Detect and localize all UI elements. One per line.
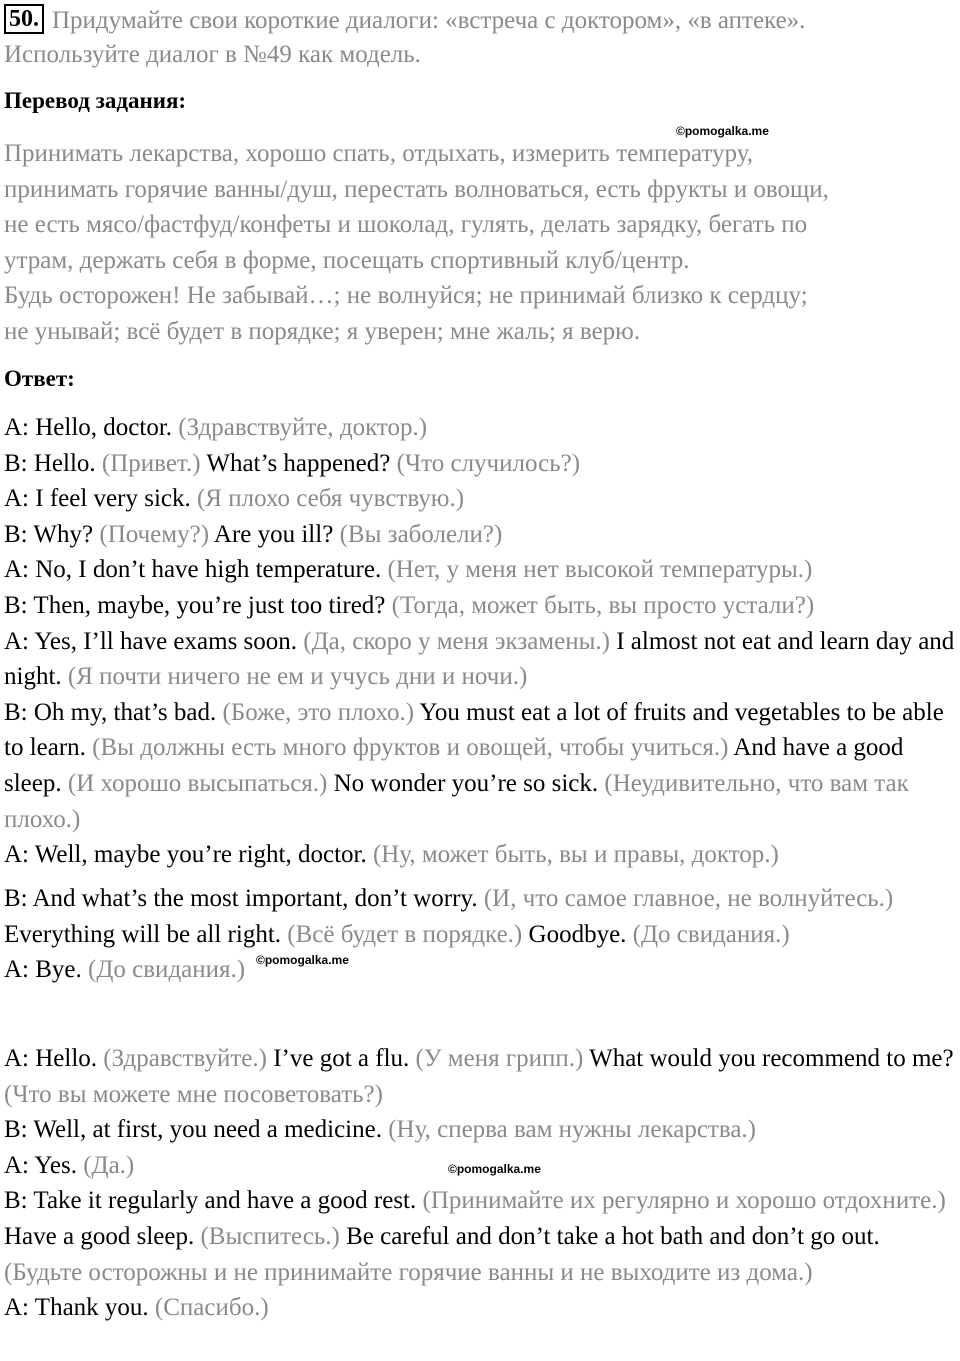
translation-line: Будь осторожен! Не забывай…; не волнуйся; не принимай близко к сердцу;	[4, 282, 808, 309]
russian-translation: (Что случилось?)	[396, 449, 581, 477]
dialog-line	[4, 1290, 960, 1326]
russian-translation: (Принимайте их регулярно и хорошо отдохните.)	[422, 1187, 946, 1215]
dialog-line	[4, 1183, 960, 1290]
english-phrase: Are you ill?	[213, 520, 340, 548]
dialog-line	[4, 1112, 960, 1148]
russian-translation: (Тогда, может быть, вы просто устали?)	[391, 591, 815, 619]
russian-translation: (Что вы можете мне посоветовать?)	[4, 1080, 383, 1108]
english-phrase: Have a good sleep.	[4, 1222, 201, 1250]
dialog-line	[4, 624, 960, 695]
english-phrase: B: And what’s the most important, don’t worry.	[4, 885, 484, 912]
translation-text	[4, 136, 954, 349]
english-phrase: Be careful and don’t take a hot bath and don’t go out.	[346, 1222, 880, 1250]
english-phrase: B: Take it regularly and have a good rest.	[4, 1187, 423, 1215]
russian-translation: (Здравствуйте.)	[103, 1045, 274, 1072]
english-phrase: What’s happened?	[206, 449, 397, 477]
translation-heading: Перевод задания:	[4, 88, 187, 113]
russian-translation: (Ну, сперва вам нужны лекарства.)	[388, 1116, 756, 1144]
russian-translation: (И, что самое главное, не волнуйтесь.)	[483, 885, 894, 912]
russian-translation: (Ну, может быть, вы и правы, доктор.)	[372, 841, 779, 869]
translation-line: не есть мясо/фастфуд/конфеты и шоколад, гулять, делать зарядку, бегать по	[4, 211, 808, 238]
translation-line: Принимать лекарства, хорошо спать, отдыхать, измерить температуру,	[4, 140, 753, 167]
russian-translation: (Почему?)	[99, 520, 214, 548]
english-phrase: A: Yes, I’ll have exams soon.	[4, 627, 304, 655]
translation-line: принимать горячие ванны/душ, перестать волноваться, есть фрукты и овощи,	[4, 175, 829, 203]
dialog-line	[4, 881, 960, 952]
english-phrase: A: Thank you.	[4, 1294, 155, 1322]
task-number: 50.	[4, 4, 44, 34]
dialog-line	[4, 837, 960, 873]
dialog-line	[4, 695, 960, 837]
answer-heading: Ответ:	[4, 366, 75, 391]
english-phrase: You must eat a lot of fruits and vegetables to be able to learn.	[4, 698, 944, 762]
russian-translation: (Вы должны есть много фруктов и овощей, чтобы учиться.)	[92, 734, 734, 762]
russian-translation: (Всё будет в порядке.)	[287, 920, 529, 948]
dialog-pharmacy	[4, 1041, 960, 1326]
english-phrase: A: Hello, doctor.	[4, 414, 179, 441]
watermark: ©pomogalka.me	[676, 124, 769, 138]
dialog-line	[4, 481, 960, 517]
russian-translation: (И хорошо высыпаться.)	[67, 769, 334, 797]
english-phrase: B: Why?	[4, 520, 100, 548]
english-phrase: I almost not eat and learn day and night.	[4, 627, 955, 691]
english-phrase: A: Hello.	[4, 1045, 104, 1072]
russian-translation: (Здравствуйте, доктор.)	[178, 414, 428, 441]
english-phrase: No wonder you’re so sick.	[333, 769, 605, 797]
english-phrase: A: I feel very sick.	[4, 485, 197, 513]
russian-translation: (Спасибо.)	[154, 1294, 269, 1322]
watermark: ©pomogalka.me	[256, 953, 349, 967]
russian-translation: (Привет.)	[101, 449, 207, 477]
english-phrase: A: No, I don’t have high temperature.	[4, 556, 388, 584]
english-phrase: I’ve got a flu.	[273, 1045, 416, 1072]
russian-translation: (До свидания.)	[88, 956, 246, 984]
russian-translation: (До свидания.)	[632, 920, 790, 948]
russian-translation: (Нет, у меня нет высокой температуры.)	[387, 556, 813, 584]
english-phrase: B: Then, maybe, you’re just too tired?	[4, 591, 392, 619]
task-text-line-1: Придумайте свои короткие диалоги: «встреча с доктором», «в аптеке».	[52, 7, 806, 34]
russian-translation: (Да.)	[83, 1151, 135, 1179]
dialog-line	[4, 952, 960, 988]
russian-translation: (Боже, это плохо.)	[222, 698, 420, 726]
english-phrase: B: Hello.	[4, 449, 102, 477]
english-phrase: Everything will be all right.	[4, 920, 288, 948]
english-phrase: Goodbye.	[528, 920, 633, 948]
watermark: ©pomogalka.me	[448, 1162, 541, 1176]
english-phrase: A: Yes.	[4, 1151, 84, 1179]
task-statement	[4, 4, 944, 72]
english-phrase: B: Oh my, that’s bad.	[4, 698, 223, 726]
russian-translation: (Будьте осторожны и не принимайте горячие ванны и не выходите из дома.)	[4, 1258, 813, 1286]
russian-translation: (Выспитесь.)	[200, 1222, 347, 1250]
dialog-line	[4, 410, 960, 446]
english-phrase: B: Well, at first, you need a medicine.	[4, 1116, 389, 1144]
dialog-doctor	[4, 410, 960, 873]
english-phrase: A: Bye.	[4, 956, 89, 984]
translation-line: утрам, держать себя в форме, посещать спортивный клуб/центр.	[4, 246, 690, 274]
dialog-line	[4, 517, 960, 553]
english-phrase: What would you recommend to me?	[589, 1045, 954, 1072]
dialog-line	[4, 552, 960, 588]
english-phrase: And have a good sleep.	[4, 734, 904, 797]
russian-translation: (Я почти ничего не ем и учусь дни и ночи.)	[67, 663, 528, 691]
russian-translation: (Неудивительно, что вам так плохо.)	[4, 769, 909, 833]
russian-translation: (Да, скоро у меня экзамены.)	[303, 627, 617, 655]
dialog-line	[4, 588, 960, 624]
translation-line: не унывай; всё будет в порядке; я уверен; мне жаль; я верю.	[4, 317, 641, 345]
dialog-line	[4, 1041, 960, 1112]
russian-translation: (У меня грипп.)	[415, 1045, 590, 1072]
english-phrase: A: Well, maybe you’re right, doctor.	[4, 841, 373, 869]
task-text-line-2: Используйте диалог в №49 как модель.	[4, 41, 421, 68]
dialog-doctor-ending	[4, 881, 960, 988]
dialog-line	[4, 446, 960, 482]
russian-translation: (Вы заболели?)	[339, 520, 503, 548]
russian-translation: (Я плохо себя чувствую.)	[196, 485, 465, 513]
